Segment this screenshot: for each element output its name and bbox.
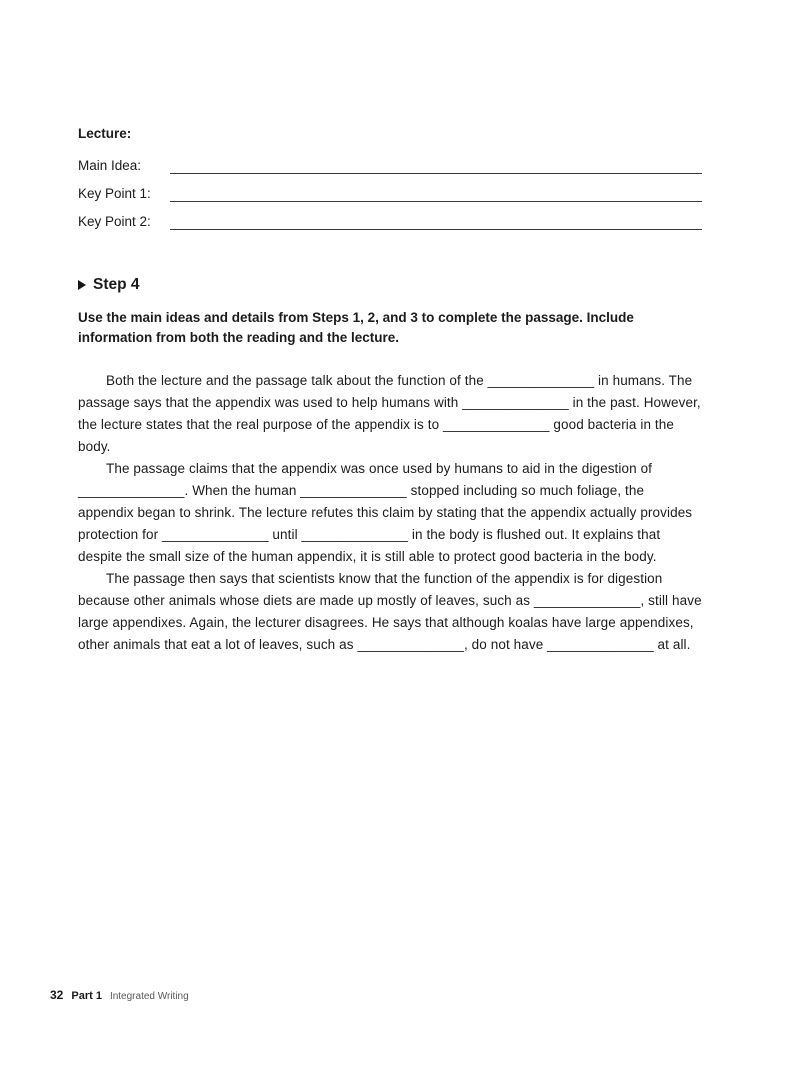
field-row-key-point-1 <box>78 185 702 202</box>
passage-paragraph: Both the lecture and the passage talk about the function of the ______________ in humans. The passage says that the appendix was used to help humans with ______________ in the past. However, the lecture states that the real purpose of the appendix is to ______________ good bacteria in the body. <box>78 373 701 454</box>
key-point-2-label: Key Point 2: <box>78 214 151 229</box>
step-heading <box>78 276 702 294</box>
page-footer <box>50 988 189 1002</box>
field-row-main-idea <box>78 157 702 174</box>
step-arrow-icon <box>78 280 86 290</box>
main-idea-blank-line <box>170 158 702 174</box>
step-title: Step 4 <box>93 276 140 293</box>
page-content <box>78 126 702 656</box>
footer-page-number: 32 <box>50 988 64 1002</box>
footer-part-label: Part 1 <box>71 990 102 1002</box>
step-instructions: Use the main ideas and details from Steps 1, 2, and 3 to complete the passage. Include information from both the reading and the lecture. <box>78 310 634 345</box>
key-point-1-label: Key Point 1: <box>78 186 151 201</box>
passage-paragraph: The passage claims that the appendix was once used by humans to aid in the digestion of ______________. When the human ______________ stopped including so much foliage, the appendix began to shrink. The lecture refutes this claim by stating that the appendix actually provides protection for ______________ until ______________ in the body is flushed out. It explains that despite the small size of the human appendix, it is still able to protect good bacteria in the body. <box>78 461 693 564</box>
lecture-heading: Lecture: <box>78 126 132 141</box>
main-idea-label: Main Idea: <box>78 158 142 173</box>
key-point-1-blank-line <box>170 186 702 202</box>
footer-section-label: Integrated Writing <box>109 991 189 1002</box>
field-row-key-point-2 <box>78 213 702 230</box>
key-point-2-blank-line <box>170 214 702 230</box>
passage-paragraph: The passage then says that scientists know that the function of the appendix is for digestion because other animals whose diets are made up mostly of leaves, such as ______________, still have large appendixes. Again, the lecturer disagrees. He says that although koalas have large appendixes, other animals that eat a lot of leaves, such as ______________, do not have ______________ at all. <box>78 571 702 652</box>
